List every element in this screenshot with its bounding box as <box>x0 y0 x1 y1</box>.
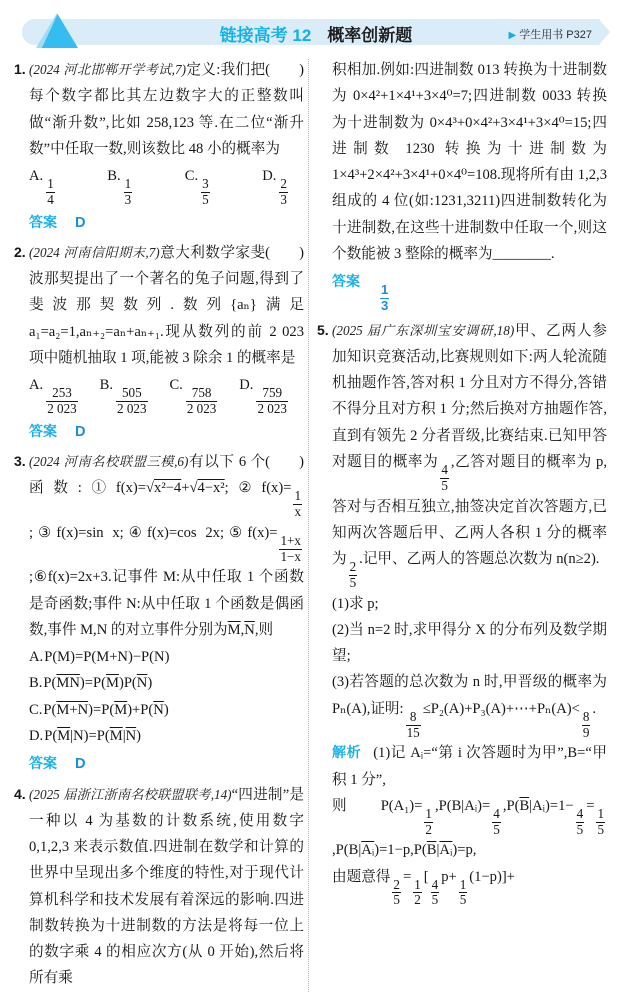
fraction-denominator: 3 <box>280 191 287 207</box>
answer-label: 答案 <box>29 213 57 230</box>
analysis-label: 解析 <box>332 744 362 761</box>
answer-row <box>15 419 304 445</box>
fraction-denominator: 5 <box>597 821 604 837</box>
source-citation: (2025 届广东深圳宝安调研,18) <box>332 322 515 338</box>
overline: M+N <box>56 701 89 718</box>
answer-label: 答案 <box>29 422 57 439</box>
option-item <box>185 163 212 208</box>
problem-paragraph: ( ) 3. (2024 河南名校联盟三模,6)有以下 6 个函数:①f(x)=√x²−4+√4−x²;②f(x)= $\frac{1}{x}$ ;③f(x)=sin x;④f(x)=cos 2x;⑤f(x)= $\frac{1+x}{1-x}$ ;⑥f(x)=2x+3.记事件 M:从中任取 1 个函数是奇函数;事件 N:从中任取 1 个函数是偶函数,事件 M,N 的对立事件分别为$\overline{M},\overline{N}$,则 <box>15 449 304 643</box>
option-item: $D.P(\overline{M}|N)=P(\overline{M}|\overline{N})$ <box>29 727 142 744</box>
overline: $\overline{B}$ <box>519 797 530 814</box>
option-label: A. <box>29 168 44 185</box>
problem-paragraph: ( ) 2. (2024 河南信阳期末,7)意大利数学家斐波那契提出了一个著名的兔子问题,得到了斐波那契数列.数列{aₙ}满足 a₁=a₂=1,aₙ₊₂=aₙ+aₙ₊₁.现从数列的前 2 023 项中随机抽取 1 项,能被 3 除余 1 的概率是 <box>15 240 304 371</box>
fraction-numerator: 1 <box>47 176 54 192</box>
fraction-numerator: 2 <box>349 559 357 575</box>
problem-paragraph: ( ) 1. (2024 河北邯郸开学考试,7)定义:我们把每个数字都比其左边数字大的正整数叫做“渐升数”,比如 258,123 等.在二位“渐升数”中任取一数,则该数比 48 小的概率为 <box>15 57 304 162</box>
overline: $\overline{N}$ <box>125 727 137 744</box>
overline: $\overline{M}$ <box>114 701 128 718</box>
option-label: C. <box>184 168 199 185</box>
fraction <box>459 878 468 908</box>
fraction-denominator: 4 <box>47 191 54 207</box>
fraction <box>596 807 605 837</box>
overline: $\overline{MN}$ <box>56 675 80 692</box>
problem-paragraph: (2)当 n=2 时,求甲得分 X 的分布列及数学期望; <box>332 621 607 665</box>
options-row <box>15 163 304 208</box>
answer-value: D <box>75 214 86 231</box>
option-item <box>239 372 290 417</box>
fraction-numerator: 1 <box>414 876 421 892</box>
fraction-denominator: 3 <box>124 191 132 207</box>
problem-paragraph: 积相加.例如:四进制数 013 转换为十进制数为 0×4²+1×4¹+3×4⁰=7;四进制数 0033 转换为十进制数为 0×4³+0×4²+3×4¹+3×4⁰=15;四进制数 1230 转换为十进制数为 1×4³+2×4²+3×4¹+0×4⁰=108.现将所有由 1,2,3 组成的 4 位(如:1231,3211)四进制数转化为十进制数,在这些十进制数中任取一个,则这个数能被 3 整除的概率为________. <box>332 62 607 262</box>
option-label: C. <box>169 377 183 394</box>
fraction-numerator: 8 <box>409 708 417 724</box>
option-item: $C.P(M+N)=P(\overline{M})+P(\overline{N})$ <box>29 701 169 718</box>
option-label: C. <box>29 701 43 718</box>
option-label: D. <box>262 168 277 185</box>
option-item <box>262 163 290 208</box>
option-label: D. <box>239 377 254 394</box>
source-citation: (2024 河南信阳期末,7) <box>29 244 160 260</box>
overline: $\overline{M}$ <box>57 727 71 744</box>
overline: $\overline{M}$ <box>109 727 123 744</box>
fraction-numerator: 758 <box>191 385 212 401</box>
fraction-denominator: 15 <box>406 724 420 740</box>
fraction-denominator: 5 <box>393 892 400 908</box>
answer-value <box>378 274 391 313</box>
fraction-denominator: 5 <box>441 477 448 493</box>
sqrt-radical <box>146 480 181 496</box>
fraction <box>440 463 449 493</box>
fraction <box>116 386 148 416</box>
fraction-denominator: 5 <box>431 892 439 908</box>
page-title-main: 概率创新题 <box>327 26 413 45</box>
fraction-numerator: 759 <box>262 385 283 401</box>
fraction-numerator: 4 <box>493 805 500 821</box>
problem-number: 5. <box>317 321 329 338</box>
overline: $\overline{M}$ <box>227 621 241 638</box>
fraction <box>124 177 133 207</box>
problem-number: 1. <box>14 61 26 77</box>
fraction-numerator: 1+x <box>280 532 301 548</box>
fraction-numerator: 1 <box>597 805 604 821</box>
fraction-denominator: 5 <box>493 821 500 837</box>
sqrt-radical <box>189 480 224 496</box>
fraction-denominator: 5 <box>349 574 357 590</box>
fraction-numerator: 1 <box>381 282 389 298</box>
column-divider <box>308 59 309 992</box>
option-label: B. <box>107 168 121 185</box>
fraction-numerator: 8 <box>582 708 590 724</box>
answer-row <box>318 269 607 314</box>
overline: $\overline{Aᵢ}$ <box>439 842 453 859</box>
fraction-denominator: 5 <box>576 821 584 837</box>
option-item: A.P(M)=P(M+N)−P(N) <box>29 649 170 666</box>
fraction <box>380 283 389 313</box>
fraction-numerator: 1 <box>294 488 301 504</box>
option-label: B. <box>29 675 43 692</box>
fraction <box>186 386 218 416</box>
source-citation: (2024 河南名校联盟三模,6) <box>29 454 189 470</box>
fraction <box>46 177 55 207</box>
fraction-denominator: 2 023 <box>257 401 287 417</box>
problem-paragraph: 则 P(A₁)= $\frac{1}{2}$ ,P(B|Aᵢ)= $\frac{4}{5}$ $,P(\overline{B}|Aᵢ)=1-$ $\frac{4}{5}$ = $\frac{1}{5}$ $,P(B|\overline{Aᵢ})=1-p,P(\overline{B}|\overline{Aᵢ})=p$, <box>332 797 604 859</box>
problem-paragraph: (1)求 p; <box>332 595 379 612</box>
column-right <box>318 57 607 992</box>
student-book-ref-text: 学生用书 P327 <box>519 29 592 41</box>
page-header <box>22 15 610 47</box>
fraction <box>392 878 401 908</box>
fraction <box>279 177 288 207</box>
fraction-denominator: 5 <box>202 191 209 207</box>
option-label: B. <box>99 377 114 394</box>
answer-row <box>15 751 304 777</box>
fraction-denominator: 2 <box>425 821 432 837</box>
problem-paragraph: (3)若答题的总次数为 n 时,甲晋级的概率为 Pₙ(A),证明: $\frac{8}{15}$ ≤P₂(A)+P₃(A)+⋯+Pₙ(A)< $\frac{8}{9}$ . <box>332 674 607 740</box>
problem-number: 3. <box>14 453 26 470</box>
fraction <box>576 807 585 837</box>
fraction-numerator: 253 <box>52 385 72 401</box>
fraction-numerator: 4 <box>441 462 448 478</box>
overline: $\overline{Aᵢ}$ <box>361 842 375 859</box>
answer-label: 答案 <box>29 755 57 772</box>
fraction-denominator: 2 023 <box>117 401 147 417</box>
radical-sign: √ <box>146 480 155 497</box>
overline: $\overline{N}$ <box>244 621 255 638</box>
fraction-denominator: 2 023 <box>186 401 217 417</box>
fraction-denominator: x <box>294 504 301 520</box>
problem-paragraph: 4. (2025 届浙江浙南名校联盟联考,14)“四进制”是一种以 4 为基数的计数系统,使用数字 0,1,2,3 来表示数值.四进制在数学和计算的世界中呈现出多个维度的特性,对于现代计算机科学和技术发展有着深远的影响.四进制数转换为十进制数的方法是将每一位上的数字乘 4 的相应次方(从 0 开始),然后将所有乘 <box>15 782 304 992</box>
column-left <box>15 57 304 992</box>
fraction <box>349 560 358 590</box>
options-row <box>15 372 304 417</box>
radicand: 4−x² <box>197 480 225 497</box>
problem-number: 2. <box>14 243 26 260</box>
fraction-numerator: 1 <box>459 876 467 892</box>
overline: $\overline{M}$ <box>105 675 119 692</box>
option-label: D. <box>29 727 44 744</box>
fraction-denominator: 2 023 <box>47 401 77 417</box>
option-label: A. <box>29 377 44 394</box>
option-item <box>29 163 57 208</box>
source-citation: (2025 届浙江浙南名校联盟联考,14) <box>29 786 232 802</box>
fraction-denominator: 5 <box>459 892 467 908</box>
fraction-denominator: 3 <box>381 297 389 313</box>
radicand: x²−4 <box>154 480 182 497</box>
option-label: A. <box>29 649 44 666</box>
fraction <box>431 878 440 908</box>
fraction <box>279 534 302 564</box>
overline: $\overline{N}$ <box>153 701 164 718</box>
fraction <box>46 386 78 416</box>
fraction-numerator: 1 <box>124 176 132 192</box>
answer-label: 答案 <box>332 273 360 290</box>
fraction-denominator: 1−x <box>280 548 301 564</box>
page-title-highlight: 链接高考 12 <box>219 26 312 45</box>
fraction-numerator: 505 <box>121 385 142 401</box>
fraction-numerator: 4 <box>576 805 584 821</box>
analysis-paragraph: 解析 (1)记 Aᵢ=“第 i 次答题时为甲”,B=“甲积 1 分”, <box>332 744 607 788</box>
answer-row <box>15 210 304 236</box>
problem-paragraph: 由题意得 $\frac{2}{5}$ = $\frac{1}{2}$ [ $\frac{4}{5}$ p+ $\frac{1}{5}$ (1−p)]+ <box>332 868 515 908</box>
option-item <box>29 372 80 417</box>
fraction-numerator: 3 <box>202 176 209 192</box>
option-item <box>107 163 134 208</box>
fraction-denominator: 2 <box>414 892 421 908</box>
problem-number: 4. <box>14 785 26 802</box>
fraction <box>424 807 433 837</box>
overline: $\overline{N}$ <box>136 675 148 692</box>
overline: $\overline{B}$ <box>426 842 437 859</box>
radical-sign: √ <box>189 480 198 497</box>
fraction-numerator: 2 <box>393 876 400 892</box>
fraction <box>256 386 288 416</box>
fraction <box>492 807 501 837</box>
source-citation: (2024 河北邯郸开学考试,7) <box>29 62 186 77</box>
answer-value: D <box>75 423 86 440</box>
option-item <box>100 372 150 417</box>
fraction-numerator: 2 <box>280 176 287 192</box>
choice-parentheses: ( ) <box>265 244 304 261</box>
option-item: $B.P(\overline{MN})=P(\overline{M})P(\overline{N})$ <box>29 675 153 692</box>
option-item <box>169 372 219 417</box>
fraction <box>582 710 591 740</box>
fraction <box>406 710 421 740</box>
choice-parentheses: ( ) <box>265 62 304 78</box>
fraction-numerator: 1 <box>425 805 432 821</box>
fraction-denominator: 9 <box>582 724 590 740</box>
arrow-icon: ▶ <box>508 30 517 41</box>
answer-value: D <box>75 756 86 773</box>
problem-paragraph: 5. (2025 届广东深圳宝安调研,18)甲、乙两人参加知识竞赛活动,比赛规则如下:两人轮流随机抽题作答,答对积 1 分且对方不得分,答错不得分且对方积 1 分;然后换对方抽题作答,直到有领先 2 分者晋级,比赛结束.已知甲答对题目的概率为 $\frac{4}{5}$ ,乙答对题目的概率为 p,答对与否相互独立,抽签决定首次答题方,已知两次答题后甲、乙两人各积 1 分的概率为 $\frac{2}{5}$ .记甲、乙两人的答题总次数为 n(n≥2). <box>318 318 607 591</box>
fraction-numerator: 4 <box>431 876 439 892</box>
fraction <box>413 878 422 908</box>
student-book-ref <box>509 26 592 42</box>
fraction <box>293 489 302 519</box>
fraction <box>201 177 210 207</box>
options-row <box>15 644 304 749</box>
content-area <box>15 57 612 992</box>
choice-parentheses: ( ) <box>265 454 304 471</box>
